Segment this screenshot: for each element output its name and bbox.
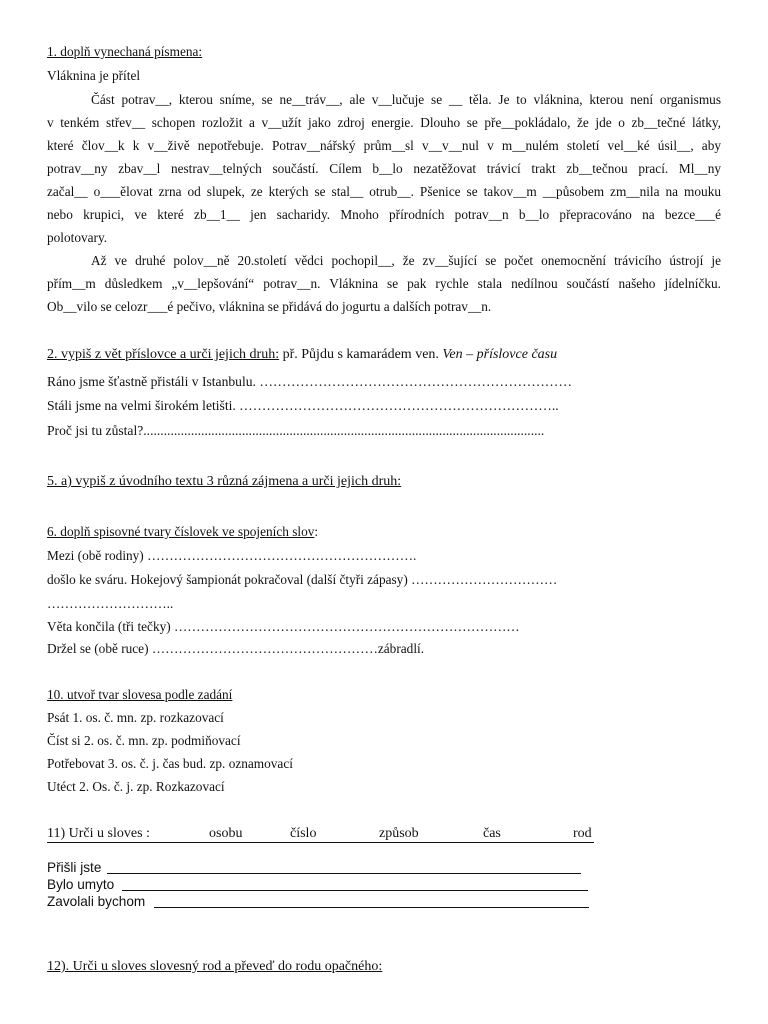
exercise-item: Proč jsi tu zůstal?...................................................................................................................... bbox=[47, 423, 545, 438]
example-answer: Ven – příslovce času bbox=[442, 347, 558, 362]
column-header: rod bbox=[573, 826, 592, 841]
section-2-heading: 2. vypiš z vět příslovce a urči jejich druh: bbox=[47, 347, 280, 362]
exercise-item: Ráno jsme šťastně přistáli v Istanbulu. …………………………………………………………… bbox=[47, 374, 572, 389]
exercise-item: Mezi (obě rodiny) ……………………………………………………. bbox=[47, 548, 417, 563]
answer-line[interactable] bbox=[107, 873, 581, 874]
section-2-heading-line bbox=[47, 347, 557, 363]
section-5-heading: 5. a) vypiš z úvodního textu 3 různá zájmena a urči jejich druh: bbox=[47, 474, 402, 489]
heading-colon: : bbox=[314, 524, 319, 539]
paragraph-line: začal__ o___ělovat zrna od slupek, ze kterých se stal__ otrub__. Pšenice se takov__m __působem zm__nila na mouku bbox=[47, 184, 721, 199]
exercise-item: Věta končila (tři tečky) …………………………………………………………………… bbox=[47, 619, 520, 634]
paragraph-line: přím__m důsledkem „v__lepšování“ potrav__n. Vláknina se pak rychle stala nedílnou součástí našeho jídelníčku. bbox=[47, 276, 721, 291]
text-title: Vláknina je přítel bbox=[47, 68, 141, 83]
exercise-item: došlo ke sváru. Hokejový šampionát pokračoval (další čtyři zápasy) …………………………… bbox=[47, 572, 558, 587]
section-11-heading: 11) Urči u sloves : bbox=[47, 826, 150, 841]
paragraph-line: polotovary. bbox=[47, 230, 108, 245]
section-1-heading: 1. doplň vynechaná písmena: bbox=[47, 44, 203, 59]
section-12-heading: 12). Urči u sloves slovesný rod a převeď do rodu opačného: bbox=[47, 959, 383, 974]
verb-label: Zavolali bychom bbox=[47, 894, 146, 909]
paragraph-line: Až ve druhé polov__ně 20.století vědci pochopil__, že zv__šující se počet onemocnění trávicího ústrojí je bbox=[91, 253, 721, 268]
column-header: čas bbox=[483, 826, 501, 841]
section-6-heading-line bbox=[47, 524, 318, 540]
section-10-heading: 10. utvoř tvar slovesa podle zadání bbox=[47, 687, 233, 702]
verb-row bbox=[47, 877, 592, 893]
verb-row bbox=[47, 894, 592, 910]
paragraph-line: Část potrav__, kterou sníme, se ne__tráv__, ale v__lučuje se __ těla. Je to vláknina, kterou není organismus bbox=[91, 92, 721, 107]
paragraph-line: potrav__ny zbav__l nestrav__telných součástí. Cílem b__lo nezatěžovat trávicí trakt zb__tečnou prací. Ml__ny bbox=[47, 161, 721, 176]
verb-label: Přišli jste bbox=[47, 860, 102, 875]
paragraph-line: v tenkém střev__ schopen rozložit a v__užít jako zdroj energie. Dlouho se pře__pokládalo, že jde o zb__tečné látky, bbox=[47, 115, 721, 130]
exercise-item: Utéct 2. Os. č. j. zp. Rozkazovací bbox=[47, 779, 225, 794]
exercise-item: Držel se (obě ruce) ……………………………………………zábradlí. bbox=[47, 641, 425, 656]
section-6-heading: 6. doplň spisovné tvary číslovek ve spojeních slov bbox=[47, 524, 315, 539]
exercise-item: Psát 1. os. č. mn. zp. rozkazovací bbox=[47, 710, 224, 725]
answer-line[interactable] bbox=[154, 907, 589, 908]
column-header: způsob bbox=[379, 826, 419, 841]
column-header: osobu bbox=[209, 826, 243, 841]
paragraph-line: nebo krupici, ve které zb__1__ jen sacharidy. Mnoho přírodních potrav__n b__lo přepracováno na bezcе___é bbox=[47, 207, 721, 222]
answer-line[interactable] bbox=[122, 890, 588, 891]
exercise-item: Potřebovat 3. os. č. j. čas bud. zp. oznamovací bbox=[47, 756, 293, 771]
paragraph-line: Ob__vilo se celozr___é pečivo, vláknina se přidává do jogurtu a dalších potrav__n. bbox=[47, 299, 492, 314]
exercise-item: Stáli jsme na velmi širokém letišti. …………………………………………………………….. bbox=[47, 398, 559, 413]
paragraph-line: které člov__k k v__živě nepotřebuje. Potrav__nářský prům__sl v__v__nul v m__nulém století vel__ké úsil__, aby bbox=[47, 138, 721, 153]
column-header: číslo bbox=[290, 826, 317, 841]
header-underline bbox=[47, 842, 594, 843]
exercise-item: ……………………….. bbox=[47, 596, 174, 611]
verb-label: Bylo umyto bbox=[47, 877, 115, 892]
verb-row bbox=[47, 860, 587, 876]
example-prefix: př. Půjdu s kamarádem ven. bbox=[279, 347, 443, 362]
section-11-header-row bbox=[47, 825, 594, 843]
exercise-item: Číst si 2. os. č. mn. zp. podmiňovací bbox=[47, 733, 241, 748]
